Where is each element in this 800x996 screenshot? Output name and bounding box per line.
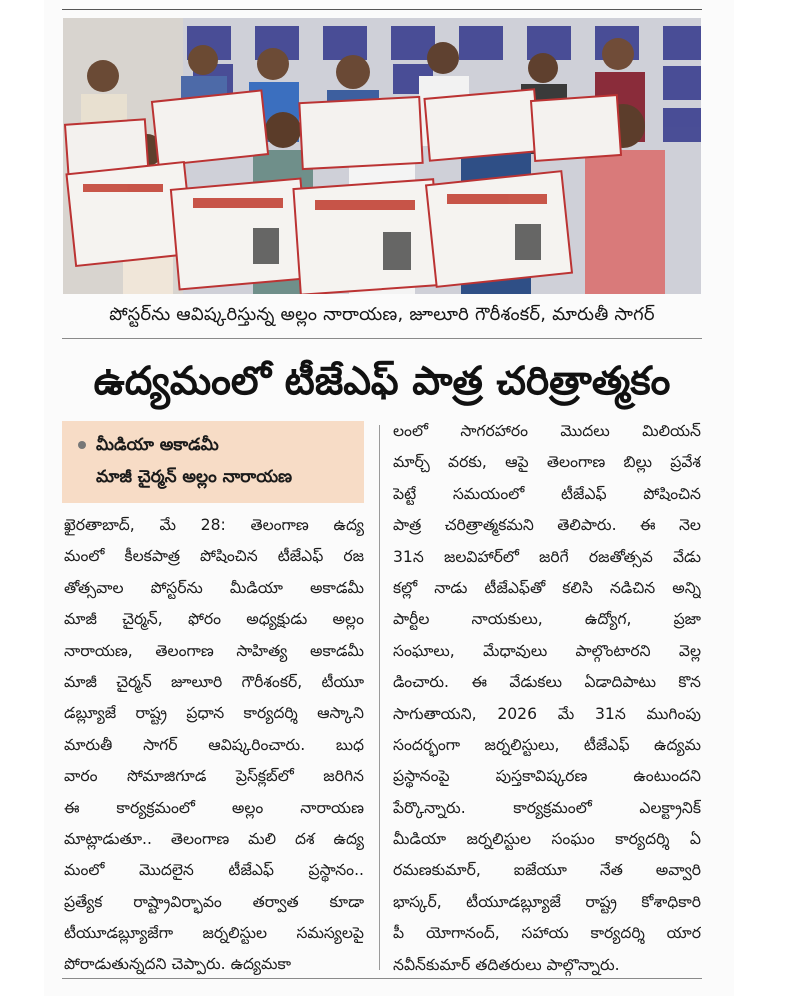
article-line: పోరాడుతున్నదని చెప్పారు. ఉద్యమకా — [64, 955, 292, 974]
article-line: మాజీ చైర్మన్, ఫోరం అధ్యక్షుడు అల్లం — [64, 610, 364, 629]
article-line: కల్లో నాడు టీజేఎఫ్‌తో కలిసి నడిచిన అన్ని — [393, 578, 701, 597]
article-line: ఖైరతాబాద్, మే 28: తెలంగాణ ఉద్య — [64, 516, 364, 534]
sub-deck — [62, 421, 364, 503]
bottom-rule — [62, 978, 702, 979]
article-line: మంలో కీలకపాత్ర పోషించిన టీజేఎఫ్ రజ — [64, 547, 364, 566]
article-line: సంఘాలు, మేధావులు పాల్గొంటారని వెల్ల — [393, 641, 701, 660]
sub-deck-line-1: మీడియా అకాడమీ — [78, 429, 354, 461]
article-line: సందర్భంగా జర్నలిస్టులు, టీజేఎఫ్ ఉద్యమ — [393, 735, 701, 754]
article-line: మార్చ్ వరకు, ఆపై తెలంగాణ బిల్లు ప్రవేశ — [393, 453, 701, 472]
top-rule — [62, 9, 702, 10]
article-line: పాత్ర చరిత్రాత్మకమని తెలిపారు. ఈ నెల — [393, 516, 701, 535]
article-line: మారుతీ సాగర్ ఆవిష్కరించారు. బుధ — [64, 735, 364, 754]
article-line: డించారు. ఈ వేడుకలు ఏడాదిపాటు కొన — [393, 673, 701, 692]
article-line: ఈ కార్యక్రమంలో అల్లం నారాయణ — [64, 798, 364, 817]
article-line: టీయూడబ్ల్యూజేగా జర్నలిస్టుల సమస్యలపై — [64, 924, 364, 943]
article-line: 31న జలవిహార్‌లో జరిగే రజతోత్సవ వేడు — [393, 547, 701, 566]
article-line: పీ యోగానంద్, సహాయ కార్యదర్శి యార — [393, 924, 701, 943]
press-meet-photo — [63, 18, 701, 294]
article-column-right — [393, 416, 701, 981]
article-line: నవీన్‌కుమార్ తదితరులు పాల్గొన్నారు. — [393, 955, 620, 974]
sub-deck-line-2: మాజీ చైర్మన్ అల్లం నారాయణ — [96, 467, 293, 487]
article-line: ప్రస్థానంపై పుస్తకావిష్కరణ ఉంటుందని — [393, 767, 701, 786]
article-line: పెట్టే సమయంలో టీజేఎఫ్ పోషించిన — [393, 484, 701, 503]
article-line: మీడియా జర్నలిస్టుల సంఘం కార్యదర్శి ఏ — [393, 830, 701, 849]
article-line: లంలో సాగరహారం మొదలు మిలియన్ — [393, 422, 701, 440]
article-line: నారాయణ, తెలంగాణ సాహిత్య అకాడమీ — [64, 641, 364, 660]
news-photo — [63, 18, 701, 294]
article-line: మాట్లాడుతూ.. తెలంగాణ మలి దశ ఉద్య — [64, 829, 364, 848]
article-line: రమణకుమార్, ఐజేయూ నేత అవ్వారి — [393, 861, 701, 880]
article-line: మాజీ చైర్మన్ జూలూరి గౌరీశంకర్, టీయూ — [64, 672, 364, 691]
column-divider — [379, 425, 380, 970]
bullet-icon — [78, 441, 86, 449]
article-line: సాగుతాయని, 2026 మే 31న ముగింపు — [393, 704, 701, 723]
article-column-left — [64, 510, 364, 981]
article-line: వారం సోమాజిగూడ ప్రెస్‌క్లబ్‌లో జరిగిన — [64, 767, 364, 786]
article-line: తోత్సవాల పోస్టర్‌ను మీడియా అకాడమీ — [64, 578, 364, 597]
caption-rule — [62, 338, 702, 339]
article-line: మంలో మొదలైన టీజేఎఫ్ ప్రస్థానం.. — [64, 861, 364, 880]
article-line: పేర్కొన్నారు. కార్యక్రమంలో ఎలక్ట్రానిక్ — [393, 798, 701, 817]
headline: ఉద్యమంలో టీజేఎఫ్ పాత్ర చరిత్రాత్మకం — [93, 359, 671, 404]
photo-caption: పోస్టర్‌ను ఆవిష్కరిస్తున్న అల్లం నారాయణ, జూలూరి గౌరీశంకర్, మారుతీ సాగర్ — [109, 304, 655, 325]
article-line: భాస్కర్, టీయూడబ్ల్యూజే రాష్ట్ర కోశాధికారి — [393, 892, 701, 911]
article-line: ప్రత్యేక రాష్ట్రావిర్భావం తర్వాత కూడా — [64, 892, 364, 911]
article-line: పార్టీల నాయకులు, ఉద్యోగ, ప్రజా — [393, 610, 701, 629]
article-line: డబ్ల్యూజే రాష్ట్ర ప్రధాన కార్యదర్శి ఆస్కాని — [64, 704, 364, 723]
